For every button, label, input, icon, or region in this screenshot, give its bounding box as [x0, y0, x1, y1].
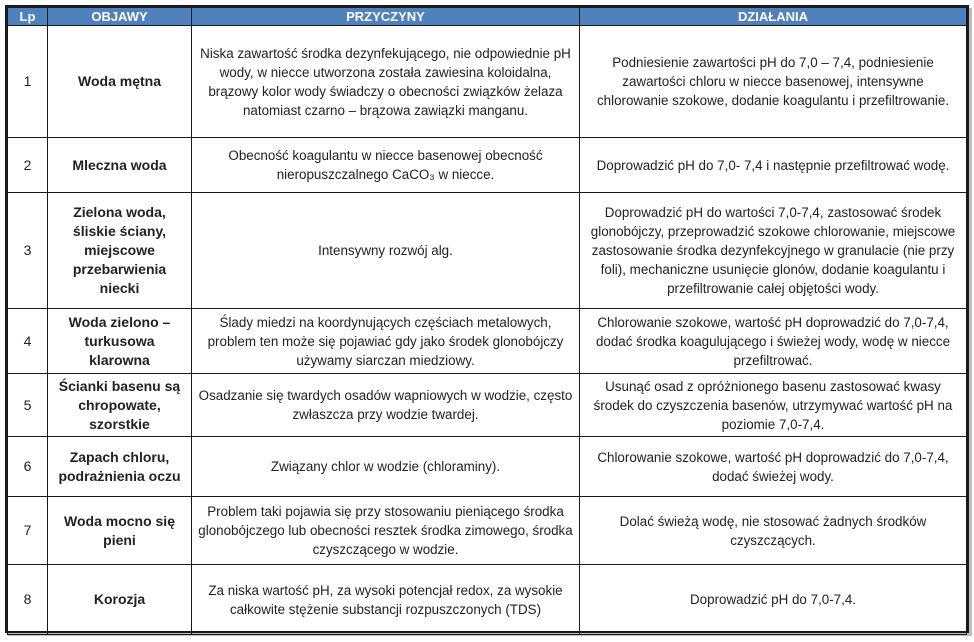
table-header-row [8, 8, 967, 26]
table-row [8, 26, 967, 138]
row-number: 7 [8, 497, 48, 565]
cause-cell: Problem taki pojawia się przy stosowaniu pieniącego środka glonobójczego lub obecności resztek środka zimowego, środka czyszczącego w wodzie. [192, 497, 580, 565]
cause-cell: Osadzanie się twardych osadów wapniowych w wodzie, często zwłaszcza przy wodzie twardej. [192, 374, 580, 437]
action-cell: Usunąć osad z opróżnionego basenu zastosować kwasy środek do czyszczenia basenów, utrzymywać wartość pH na poziomie 7,0-7,4. [580, 374, 967, 437]
row-number: 4 [8, 309, 48, 374]
row-number: 1 [8, 26, 48, 138]
row-number: 6 [8, 437, 48, 497]
action-cell: Dolać świeżą wodę, nie stosować żadnych środków czyszczących. [580, 497, 967, 565]
header-dzialania: DZIAŁANIA [580, 8, 967, 26]
table-row [8, 193, 967, 309]
cause-cell: Obecność koagulantu w niecce basenowej obecność nieropuszczalnego CaCO₃ w niecce. [192, 138, 580, 193]
symptom-cell: Mleczna woda [48, 138, 192, 193]
symptom-cell: Zapach chloru, podrażnienia oczu [48, 437, 192, 497]
row-number: 8 [8, 565, 48, 635]
row-number: 3 [8, 193, 48, 309]
row-number: 5 [8, 374, 48, 437]
action-cell: Podniesienie zawartości pH do 7,0 – 7,4, podniesienie zawartości chloru w niecce basenowej, intensywne chlorowanie szokowe, dodanie koagulantu i przefiltrowanie. [580, 26, 967, 138]
cause-cell: Związany chlor w wodzie (chloraminy). [192, 437, 580, 497]
header-lp: Lp [8, 8, 48, 26]
symptom-cell: Woda mętna [48, 26, 192, 138]
cause-cell: Intensywny rozwój alg. [192, 193, 580, 309]
symptom-cell: Ścianki basenu są chropowate, szorstkie [48, 374, 192, 437]
table-row [8, 565, 967, 635]
header-przyczyny: PRZYCZYNY [192, 8, 580, 26]
table-row [8, 309, 967, 374]
header-objawy: OBJAWY [48, 8, 192, 26]
cause-cell: Niska zawartość środka dezynfekującego, nie odpowiednie pH wody, w niecce utworzona została zawiesina koloidalna, brązowy kolor wody świadczy o obecności związków żelaza natomiast czarno – brązowa zawiązki manganu. [192, 26, 580, 138]
cause-cell: Ślady miedzi na koordynujących częściach metalowych, problem ten może się pojawiać gdy jako środek glonobójczy używamy siarczan miedziowy. [192, 309, 580, 374]
action-cell: Chlorowanie szokowe, wartość pH doprowadzić do 7,0-7,4, dodać środka koagulującego i świeżej wody, wodę w niecce przefiltrować. [580, 309, 967, 374]
symptom-cell: Woda zielono – turkusowa klarowna [48, 309, 192, 374]
pool-problems-table [7, 7, 967, 635]
action-cell: Doprowadzić pH do 7,0- 7,4 i następnie przefiltrować wodę. [580, 138, 967, 193]
table-row [8, 497, 967, 565]
action-cell: Doprowadzić pH do wartości 7,0-7,4, zastosować środek glonobójczy, przeprowadzić szokowe chlorowanie, miejscowe zastosowanie środka dezynfekcyjnego w granulacie (nie przy foli), mechaniczne usunięcie glonów, dodanie koagulantu i przefiltrowanie całej objętości wody. [580, 193, 967, 309]
table-row [8, 138, 967, 193]
table-row [8, 437, 967, 497]
symptom-cell: Zielona woda, śliskie ściany, miejscowe przebarwienia niecki [48, 193, 192, 309]
row-number: 2 [8, 138, 48, 193]
action-cell: Chlorowanie szokowe, wartość pH doprowadzić do 7,0-7,4, dodać świeżej wody. [580, 437, 967, 497]
pool-problems-table-frame [5, 5, 969, 633]
symptom-cell: Korozja [48, 565, 192, 635]
action-cell: Doprowadzić pH do 7,0-7,4. [580, 565, 967, 635]
cause-cell: Za niska wartość pH, za wysoki potencjał redox, za wysokie całkowite stężenie substancji rozpuszczonych (TDS) [192, 565, 580, 635]
table-row [8, 374, 967, 437]
symptom-cell: Woda mocno się pieni [48, 497, 192, 565]
